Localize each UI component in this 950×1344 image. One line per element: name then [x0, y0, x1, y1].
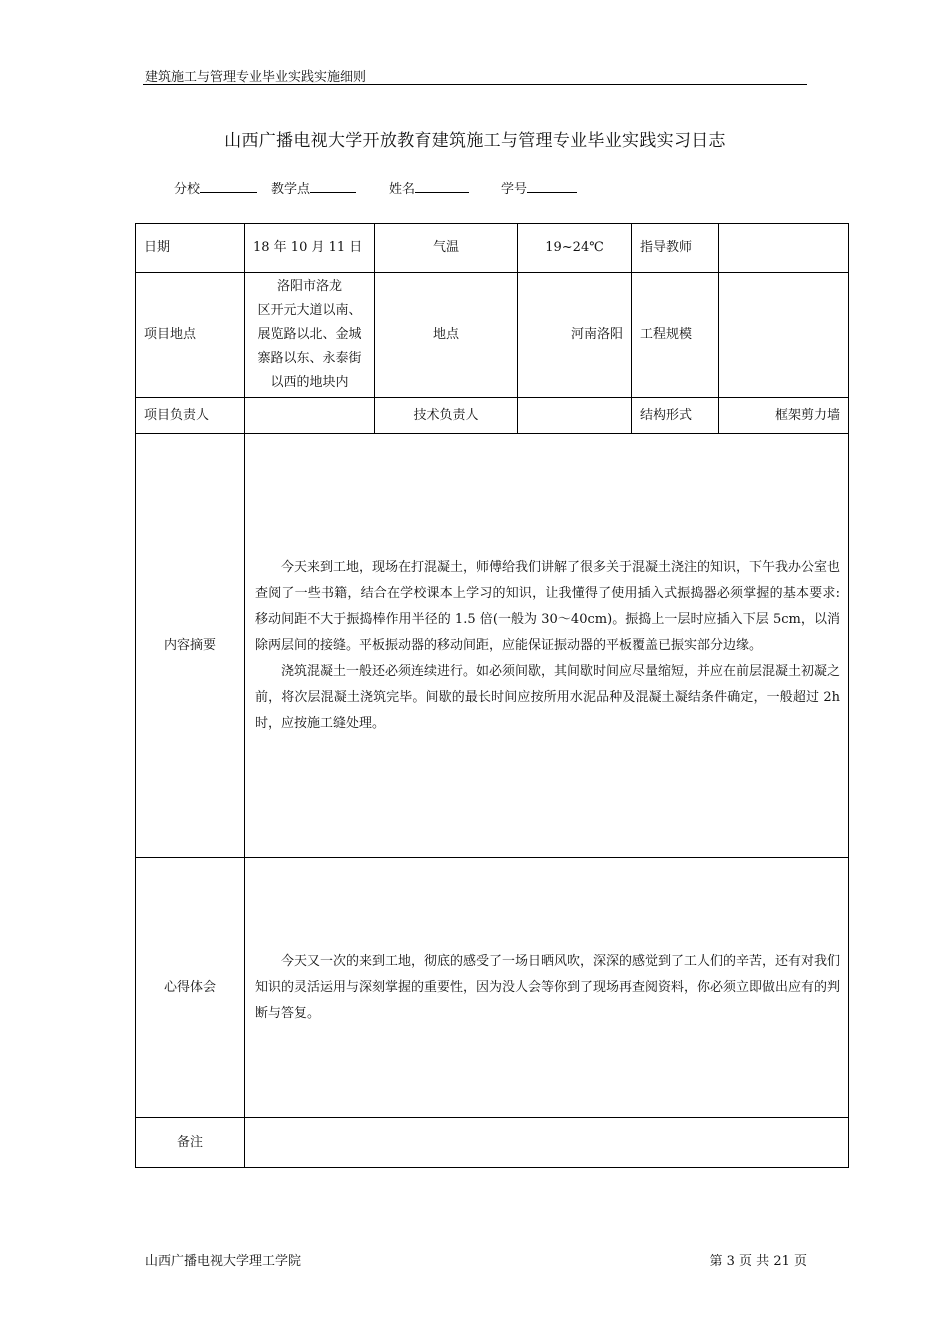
reflection-label: 心得体会	[136, 858, 245, 1118]
structure-value: 框架剪力墙	[719, 398, 849, 434]
project-site-line: 寨路以东、永泰街	[257, 351, 362, 366]
running-header: 建筑施工与管理专业毕业实践实施细则	[145, 70, 367, 85]
temperature-value: 19~24℃	[518, 224, 632, 273]
practice-log-table	[135, 223, 849, 1168]
project-site-line: 区开元大道以南、	[257, 303, 362, 318]
tech-lead-label: 技术负责人	[375, 398, 518, 434]
personnel-row	[136, 398, 849, 434]
summary-label: 内容摘要	[136, 434, 245, 858]
summary-row	[136, 434, 849, 858]
footer-page-number: 第 3 页 共 21 页	[709, 1254, 807, 1269]
location-value: 河南洛阳	[518, 273, 632, 398]
temperature-label: 气温	[375, 224, 518, 273]
summary-paragraph: 今天来到工地，现场在打混凝土，师傅给我们讲解了很多关于混凝土浇注的知识，下午我办公室也查阅了一些书籍，结合在学校课本上学习的知识，让我懂得了使用插入式振捣器必须掌握的基本要求:移动间距不大于振捣棒作用半径的 1.5 倍(一般为 30～40cm)。振捣上一层时应插入下层 5cm，以消除两层间的接缝。平板振动器的移动间距，应能保证振动器的平板覆盖已振实部分边缘。	[255, 559, 841, 653]
branch-label: 分校	[174, 182, 201, 197]
date-row	[136, 224, 849, 273]
branch-blank	[200, 180, 257, 193]
teaching-point-label: 教学点	[271, 182, 311, 197]
name-field	[389, 178, 469, 197]
document-title: 山西广播电视大学开放教育建筑施工与管理专业毕业实践实习日志	[224, 131, 726, 151]
tech-lead-value	[518, 398, 632, 434]
remarks-row	[136, 1118, 849, 1168]
header-divider	[143, 84, 807, 85]
project-site-line: 洛阳市洛龙	[276, 279, 342, 294]
date-label: 日期	[136, 224, 245, 273]
name-blank	[415, 180, 469, 193]
project-site-line: 以西的地块内	[270, 375, 349, 390]
project-site-row	[136, 273, 849, 398]
reflection-row	[136, 858, 849, 1118]
branch-field	[174, 178, 257, 197]
reflection-paragraph: 今天又一次的来到工地，彻底的感受了一场日晒风吹，深深的感觉到了工人们的辛苦，还有对我们知识的灵活运用与深刻掌握的重要性，因为没人会等你到了现场再查阅资料，你必须立即做出应有的判断与答复。	[255, 953, 841, 1021]
student-id-field	[501, 178, 577, 197]
remarks-value	[245, 1118, 849, 1168]
footer-institution: 山西广播电视大学理工学院	[145, 1254, 302, 1269]
summary-paragraph: 浇筑混凝土一般还必须连续进行。如必须间歇，其间歇时间应尽量缩短，并应在前层混凝土初凝之前，将次层混凝土浇筑完毕。间歇的最长时间应按所用水泥品种及混凝土凝结条件确定，一般超过 2h 时，应按施工缝处理。	[255, 663, 841, 731]
student-id-blank	[527, 180, 577, 193]
scale-label: 工程规模	[632, 273, 719, 398]
scale-value	[719, 273, 849, 398]
instructor-label: 指导教师	[632, 224, 719, 273]
teaching-point-field	[271, 178, 356, 197]
structure-label: 结构形式	[632, 398, 719, 434]
manager-value	[245, 398, 375, 434]
project-site-label: 项目地点	[136, 273, 245, 398]
instructor-value	[719, 224, 849, 273]
remarks-label: 备注	[136, 1118, 245, 1168]
manager-label: 项目负责人	[136, 398, 245, 434]
project-site-line: 展览路以北、金城	[257, 327, 362, 342]
date-value: 18 年 10 月 11 日	[245, 224, 375, 273]
name-label: 姓名	[389, 182, 416, 197]
project-site-value	[245, 273, 375, 398]
reflection-content	[245, 858, 849, 1118]
student-id-label: 学号	[501, 182, 528, 197]
location-label: 地点	[375, 273, 518, 398]
teaching-point-blank	[310, 180, 356, 193]
summary-content	[245, 434, 849, 858]
